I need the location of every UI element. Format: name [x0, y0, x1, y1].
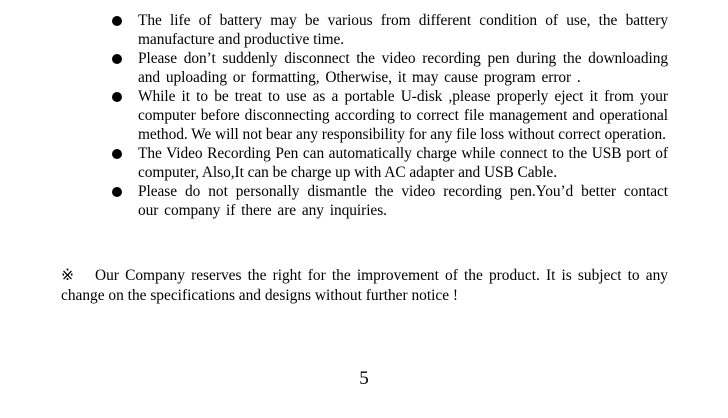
reference-mark-icon: ※	[61, 267, 74, 284]
bullet-text: While it to be treat to use as a portable U-disk ,please properly eject it from your computer before disconnecting according to correct file management and operational method. We will not bear any responsibility for any file loss without correct operation.	[138, 88, 668, 143]
notice-text: Our Company reserves the right for the improvement of the product. It is subject to any change on the specifications and designs without further notice !	[61, 267, 668, 304]
bullet-dot-icon	[112, 54, 122, 64]
bullet-text: The Video Recording Pen can automatically charge while connect to the USB port of computer, Also,It can be charge up with AC adapter and USB Cable.	[138, 145, 668, 181]
bullet-dot-icon	[112, 16, 122, 26]
bullet-dot-icon	[112, 149, 122, 159]
bullet-dot-icon	[112, 187, 122, 197]
bullet-text: Please do not personally dismantle the video recording pen.You’d better contact our company if there are any inquiries.	[138, 183, 668, 219]
company-notice	[61, 266, 668, 306]
bullet-list	[108, 11, 668, 220]
bullet-item-battery-life	[108, 11, 668, 49]
bullet-text: The life of battery may be various from different condition of use, the battery manufacture and productive time.	[138, 12, 668, 48]
bullet-text: Please don’t suddenly disconnect the video recording pen during the downloading and uploading or formatting, Otherwise, it may cause program error .	[138, 50, 668, 86]
bullet-dot-icon	[112, 92, 122, 102]
bullet-item-dismantle-warning	[108, 182, 668, 220]
bullet-item-charging	[108, 144, 668, 182]
bullet-item-disconnect-warning	[108, 49, 668, 87]
page-number: 5	[359, 368, 369, 389]
bullet-item-eject-disk	[108, 87, 668, 144]
